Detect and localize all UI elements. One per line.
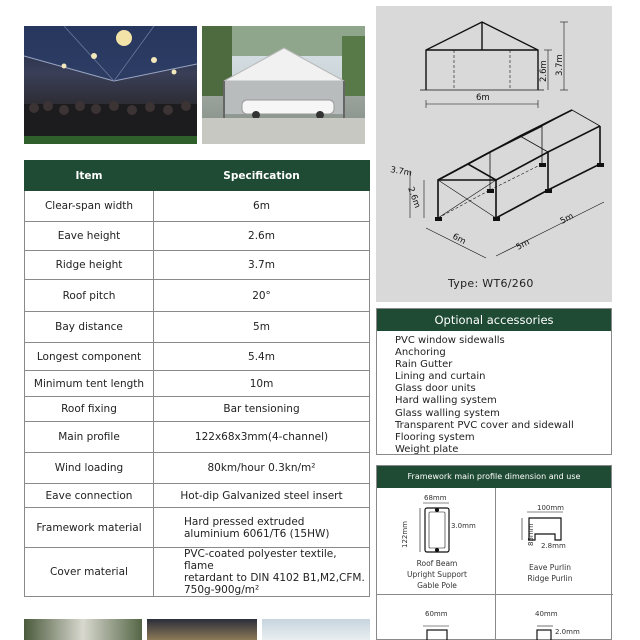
optional-accessories-box bbox=[376, 308, 612, 455]
framework-title: Framework main profile dimension and use bbox=[377, 466, 611, 488]
iso-bay2-dim: 5m bbox=[558, 211, 576, 227]
isometric-frame bbox=[410, 110, 604, 258]
profile1-caption bbox=[397, 558, 477, 591]
profile2-thickness: 2.8mm bbox=[541, 542, 566, 550]
iso-eave-dim: 2.6m bbox=[405, 185, 423, 210]
row-spec bbox=[154, 548, 370, 597]
col-header-specification: Specification bbox=[154, 161, 370, 191]
profile2-width: 100mm bbox=[537, 504, 564, 512]
list-item: Glass door units bbox=[395, 383, 476, 395]
iso-width-dim: 6m bbox=[450, 231, 468, 248]
spec-line: aluminium 6061/T6 (15HW) bbox=[184, 527, 330, 540]
row-item: Minimum tent length bbox=[25, 371, 154, 397]
caption-line: Roof Beam bbox=[416, 559, 458, 568]
row-item: Wind loading bbox=[25, 453, 154, 484]
table-row bbox=[25, 453, 370, 484]
front-width-dim: 6m bbox=[476, 93, 490, 103]
row-item: Eave connection bbox=[25, 484, 154, 508]
table-row bbox=[25, 397, 370, 422]
row-item: Framework material bbox=[25, 508, 154, 548]
list-item: Transparent PVC cover and sidewall bbox=[395, 419, 574, 431]
profile1-width: 68mm bbox=[424, 494, 447, 502]
table-row bbox=[25, 508, 370, 548]
table-row bbox=[25, 222, 370, 251]
row-spec: Bar tensioning bbox=[154, 397, 370, 422]
roof-beam-profile bbox=[420, 503, 449, 552]
list-item: Hard walling system bbox=[395, 395, 497, 407]
tent-car-photo bbox=[202, 26, 365, 144]
row-spec: 2.6m bbox=[154, 222, 370, 251]
table-row bbox=[25, 251, 370, 280]
model-type-label: Type: WT6/260 bbox=[448, 277, 534, 290]
table-row bbox=[25, 484, 370, 508]
spec-line: PVC-coated polyester textile, flame bbox=[184, 548, 337, 572]
col-header-item: Item bbox=[25, 161, 154, 191]
table-row bbox=[25, 191, 370, 222]
row-spec: 20° bbox=[154, 280, 370, 312]
profile1-height: 122mm bbox=[401, 521, 409, 548]
accessories-list bbox=[377, 331, 611, 456]
row-item: Roof pitch bbox=[25, 280, 154, 312]
row-spec: 3.7m bbox=[154, 251, 370, 280]
row-item: Ridge height bbox=[25, 251, 154, 280]
caption-line: Eave Purlin bbox=[529, 563, 571, 572]
caption-line: Gable Pole bbox=[417, 581, 457, 590]
event-interior-photo bbox=[24, 26, 197, 144]
list-item: Lining and curtain bbox=[395, 371, 486, 383]
bottom-photo-2 bbox=[147, 619, 257, 640]
tent-diagram-panel bbox=[376, 6, 612, 302]
table-row bbox=[25, 280, 370, 312]
row-item: Longest component bbox=[25, 343, 154, 371]
profile-4 bbox=[537, 626, 553, 640]
row-spec: 10m bbox=[154, 371, 370, 397]
row-spec: 5m bbox=[154, 312, 370, 343]
caption-line: Upright Support bbox=[407, 570, 467, 579]
row-spec: Hot-dip Galvanized steel insert bbox=[154, 484, 370, 508]
row-item: Clear-span width bbox=[25, 191, 154, 222]
row-item: Roof fixing bbox=[25, 397, 154, 422]
table-row bbox=[25, 343, 370, 371]
caption-line: Ridge Purlin bbox=[527, 574, 573, 583]
row-spec: 80km/hour 0.3kn/m² bbox=[154, 453, 370, 484]
list-item: Anchoring bbox=[395, 347, 446, 359]
table-row bbox=[25, 548, 370, 597]
table-row bbox=[25, 312, 370, 343]
row-spec: 6m bbox=[154, 191, 370, 222]
profile4-width: 40mm bbox=[535, 610, 558, 618]
table-row bbox=[25, 422, 370, 453]
row-item: Eave height bbox=[25, 222, 154, 251]
row-spec: 5.4m bbox=[154, 343, 370, 371]
framework-profile-box bbox=[376, 465, 612, 640]
iso-ridge-dim: 3.7m bbox=[389, 165, 413, 179]
table-row bbox=[25, 371, 370, 397]
row-item: Bay distance bbox=[25, 312, 154, 343]
list-item: Rain Gutter bbox=[395, 359, 453, 371]
list-item: Weight plate bbox=[395, 443, 459, 455]
bottom-photo-1 bbox=[24, 619, 142, 640]
row-spec: 122x68x3mm(4-channel) bbox=[154, 422, 370, 453]
list-item: Flooring system bbox=[395, 431, 475, 443]
row-item: Main profile bbox=[25, 422, 154, 453]
profile1-thickness: 3.0mm bbox=[451, 522, 476, 530]
profile3-width: 60mm bbox=[425, 610, 448, 618]
accessories-title: Optional accessories bbox=[377, 309, 611, 331]
list-item: Glass walling system bbox=[395, 407, 500, 419]
profile-3 bbox=[423, 626, 449, 640]
front-ridge-dim: 3.7m bbox=[555, 54, 565, 76]
row-spec bbox=[154, 508, 370, 548]
spec-line: 750g-900g/m² bbox=[184, 584, 260, 596]
list-item: PVC window sidewalls bbox=[395, 335, 505, 346]
profile4-thickness: 2.0mm bbox=[555, 628, 580, 636]
bottom-photo-3 bbox=[262, 619, 370, 640]
spec-line: retardant to DIN 4102 B1,M2,CFM. bbox=[184, 572, 365, 584]
iso-bay1-dim: 5m bbox=[514, 237, 532, 253]
specification-table bbox=[24, 160, 370, 597]
spec-line: Hard pressed extruded bbox=[184, 515, 305, 528]
profile2-caption bbox=[505, 562, 595, 584]
front-eave-dim: 2.6m bbox=[539, 60, 549, 82]
profile2-height: 85mm bbox=[527, 523, 535, 546]
row-item: Cover material bbox=[25, 548, 154, 597]
